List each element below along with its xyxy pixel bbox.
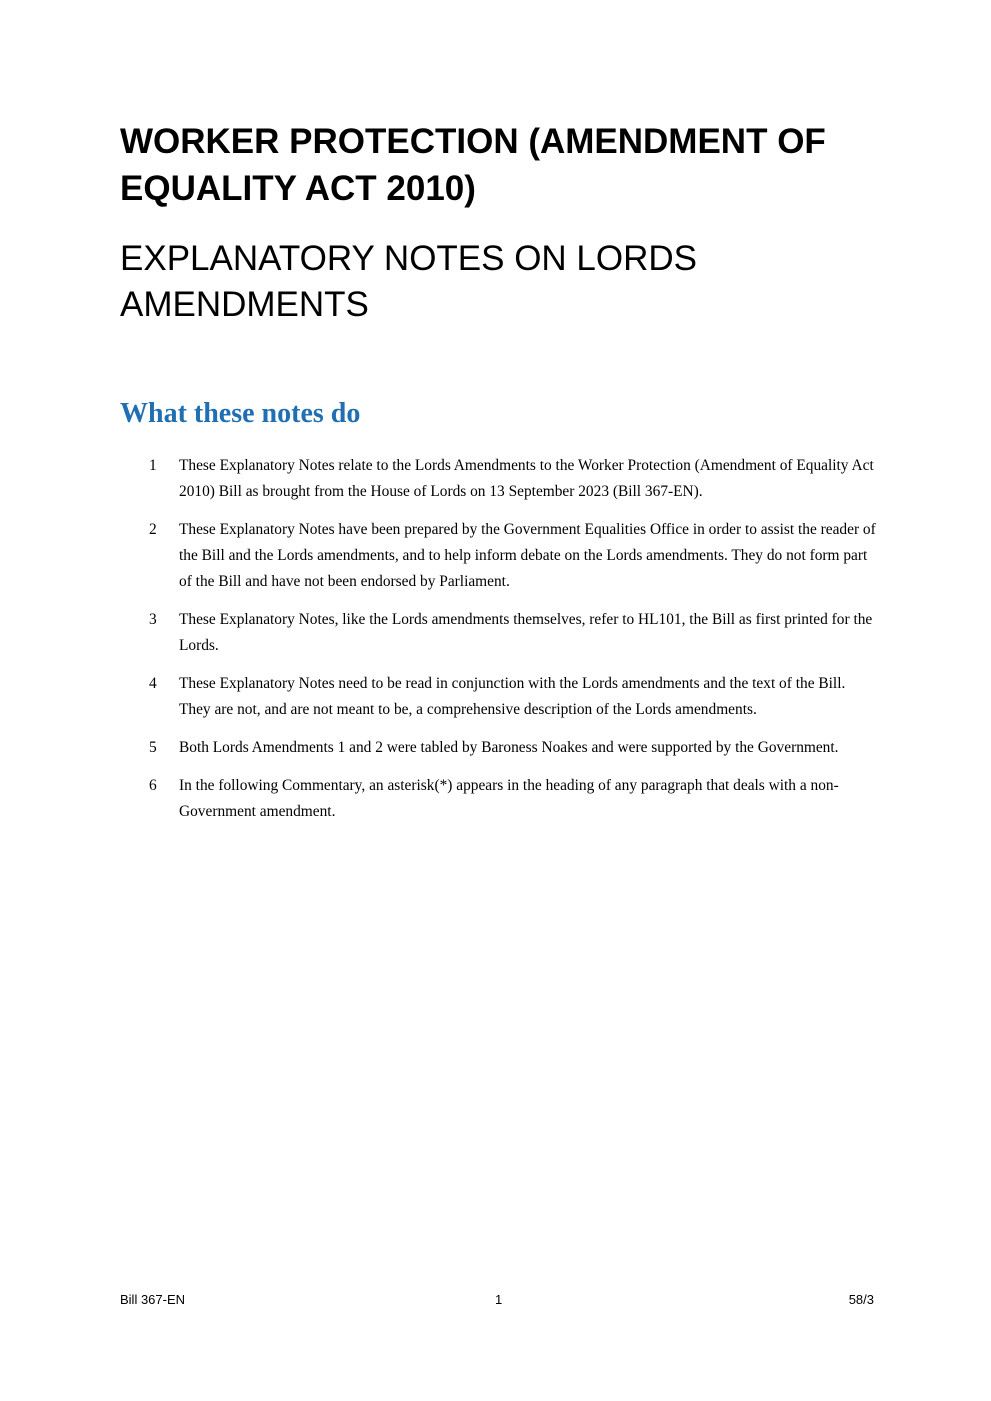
note-number: 5 — [149, 739, 157, 756]
document-title: WORKER PROTECTION (AMENDMENT OF EQUALITY ACT 2010) — [120, 122, 826, 208]
note-text: Both Lords Amendments 1 and 2 were tabled by Baroness Noakes and were supported by the Government. — [179, 739, 839, 756]
footer-bill-ref: Bill 367-EN — [120, 1292, 186, 1307]
footer-code: 58/3 — [848, 1292, 874, 1307]
note-item — [120, 671, 880, 723]
note-text: These Explanatory Notes have been prepared by the Government Equalities Office in order to assist the reader of the Bill and the Lords amendments, and to help inform debate on the Lords amendments. They do not form part of the Bill and have not been endorsed by Parliament. — [179, 521, 876, 590]
note-text: In the following Commentary, an asterisk(*) appears in the heading of any paragraph that deals with a non-Government amendment. — [179, 777, 839, 820]
note-number: 4 — [149, 675, 157, 692]
note-number: 3 — [149, 611, 157, 628]
footer-page-number: 1 — [495, 1292, 503, 1307]
note-number: 6 — [149, 777, 157, 794]
note-item — [120, 607, 880, 659]
note-item — [120, 773, 880, 825]
note-text: These Explanatory Notes relate to the Lords Amendments to the Worker Protection (Amendment of Equality Act 2010) Bill as brought from the House of Lords on 13 September 2023 (Bill 367-EN). — [179, 457, 874, 500]
note-item — [120, 517, 880, 595]
note-text: These Explanatory Notes, like the Lords amendments themselves, refer to HL101, the Bill as first printed for the Lords. — [179, 611, 873, 654]
note-item — [120, 453, 880, 505]
notes-list — [120, 453, 880, 837]
note-text: These Explanatory Notes need to be read in conjunction with the Lords amendments and the text of the Bill. They are not, and are not meant to be, a comprehensive description of the Lords amendments. — [179, 675, 846, 718]
note-number: 1 — [149, 457, 157, 474]
section-heading: What these notes do — [120, 398, 361, 429]
note-number: 2 — [149, 521, 157, 538]
note-item — [120, 735, 880, 761]
document-subtitle: EXPLANATORY NOTES ON LORDS AMENDMENTS — [120, 239, 698, 324]
